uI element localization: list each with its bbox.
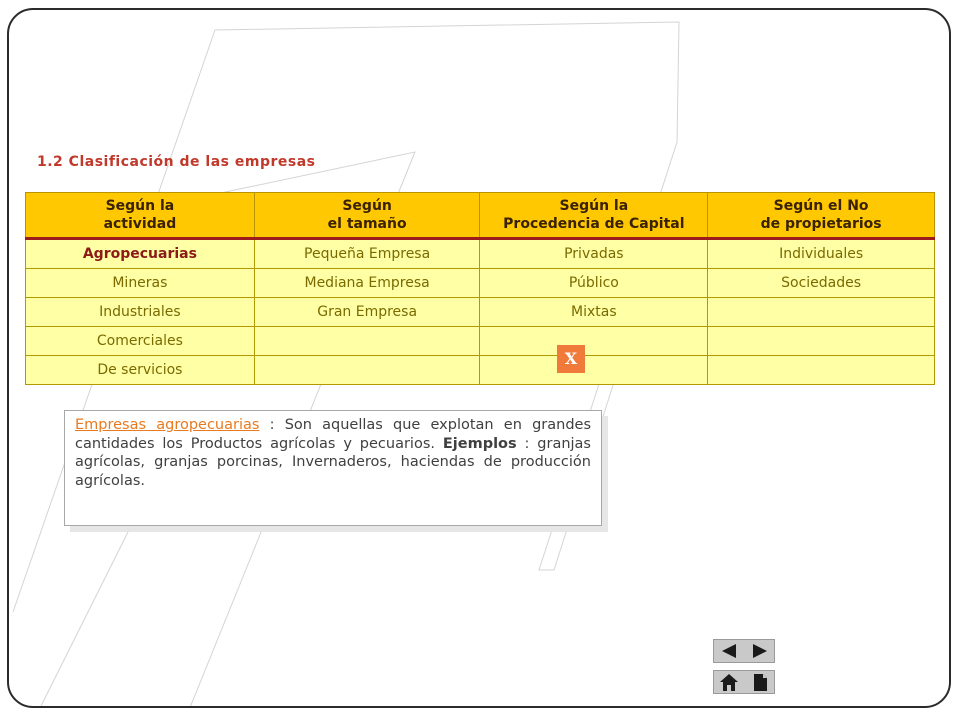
definition-popup: [64, 410, 602, 526]
home-icon: [714, 671, 744, 693]
cell-empty: [480, 327, 708, 356]
cell-gran-empresa[interactable]: Gran Empresa: [254, 298, 480, 327]
popup-examples: granjas agrícolas, granjas porcinas, Invernaderos, haciendas de producción agrícolas.: [75, 435, 591, 489]
popup-separator: :: [259, 417, 285, 433]
page-nav-buttons: [713, 639, 775, 663]
prev-button[interactable]: [714, 640, 744, 662]
cell-de-servicios[interactable]: De servicios: [26, 356, 255, 385]
popup-definition: Son aquellas que explotan en grandes cantidades los Productos agrícolas y pecuarios.: [75, 417, 591, 452]
table-row: [26, 269, 935, 298]
table-header-row: [26, 193, 935, 239]
right-triangle-icon: [745, 640, 775, 662]
header-line: el tamaño: [327, 216, 407, 232]
popup-examples-label: Ejemplos: [442, 435, 517, 452]
header-line: Según el No: [773, 198, 869, 214]
cell-empty: [708, 298, 935, 327]
table-row: [26, 298, 935, 327]
table-row: [26, 239, 935, 269]
header-line: Según la: [105, 198, 175, 214]
header-line: actividad: [103, 216, 177, 232]
cell-individuales[interactable]: Individuales: [708, 239, 935, 269]
header-capital: [480, 193, 708, 239]
cell-empty: [708, 356, 935, 385]
cell-empty: [254, 356, 480, 385]
cell-privadas[interactable]: Privadas: [480, 239, 708, 269]
home-button[interactable]: [714, 671, 744, 693]
header-line: de propietarios: [760, 216, 882, 232]
cell-mediana-empresa[interactable]: Mediana Empresa: [254, 269, 480, 298]
cell-mineras[interactable]: Mineras: [26, 269, 255, 298]
table-row: [26, 327, 935, 356]
section-title: 1.2 Clasificación de las empresas: [37, 154, 316, 170]
cell-industriales[interactable]: Industriales: [26, 298, 255, 327]
header-activity: [26, 193, 255, 239]
header-line: Según la: [559, 198, 629, 214]
classification-table: [25, 192, 935, 385]
header-size: [254, 193, 480, 239]
cell-sociedades[interactable]: Sociedades: [708, 269, 935, 298]
header-owners: [708, 193, 935, 239]
cell-agropecuarias[interactable]: Agropecuarias: [26, 239, 255, 269]
cell-comerciales[interactable]: Comerciales: [26, 327, 255, 356]
cell-publico[interactable]: Público: [480, 269, 708, 298]
header-line: Según: [342, 198, 392, 214]
page-button[interactable]: [745, 671, 775, 693]
cell-pequena-empresa[interactable]: Pequeña Empresa: [254, 239, 480, 269]
popup-term: Empresas agropecuarias: [75, 417, 260, 433]
header-line: Procedencia de Capital: [503, 216, 685, 232]
table-row: [26, 356, 935, 385]
next-button[interactable]: [745, 640, 775, 662]
cell-empty: [708, 327, 935, 356]
home-nav-buttons: [713, 670, 775, 694]
document-icon: [745, 671, 775, 693]
close-popup-button[interactable]: X: [557, 345, 585, 373]
popup-examples-separator: :: [516, 435, 538, 452]
left-triangle-icon: [714, 640, 744, 662]
cell-empty: [254, 327, 480, 356]
cell-empty: [480, 356, 708, 385]
cell-mixtas[interactable]: Mixtas: [480, 298, 708, 327]
